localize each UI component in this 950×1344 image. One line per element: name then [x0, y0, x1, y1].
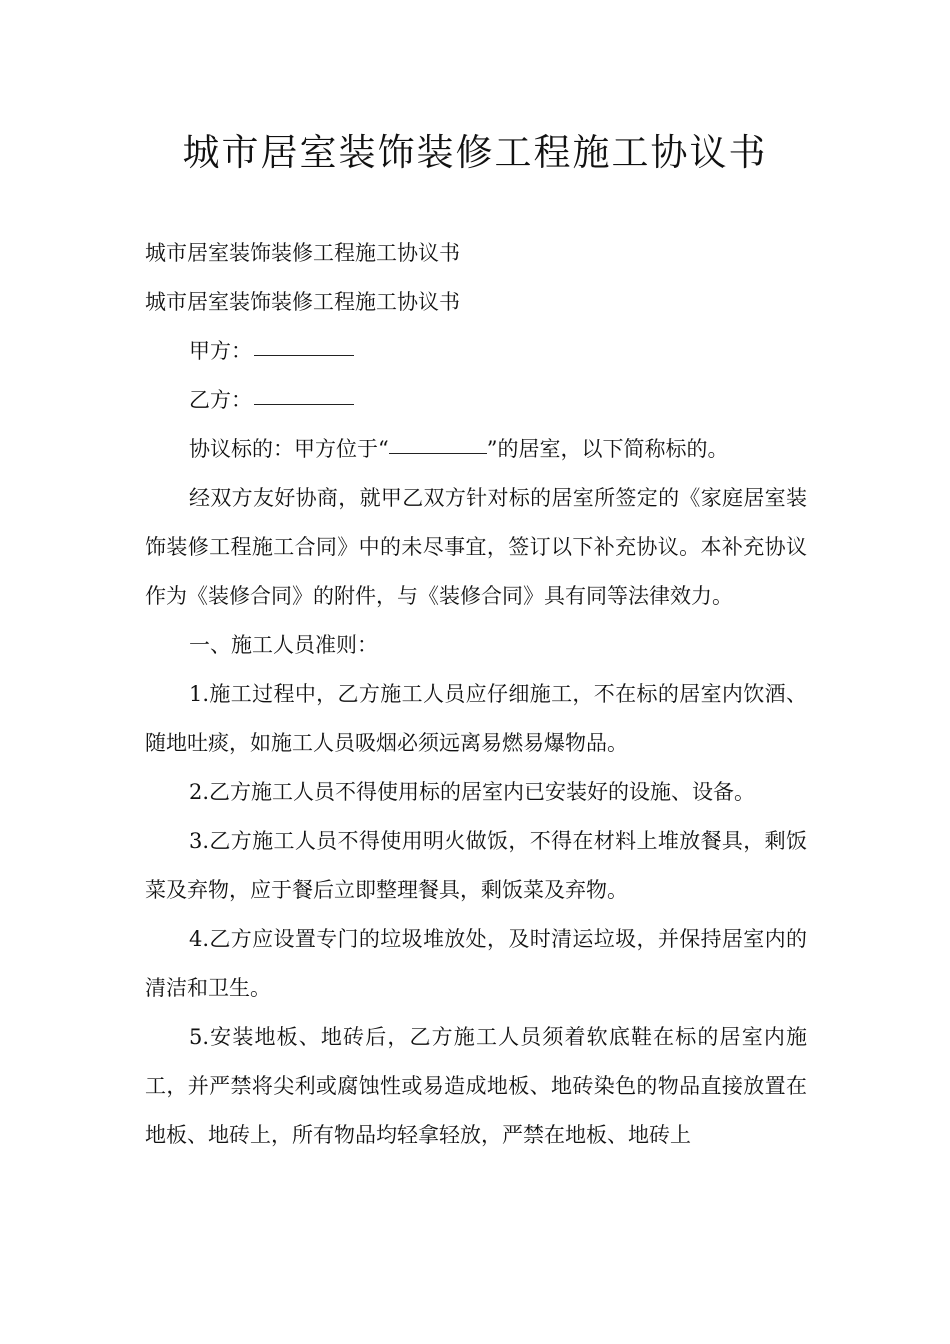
party-a-blank — [254, 354, 354, 356]
party-a-line — [145, 327, 807, 376]
rule-4: 4.乙方应设置专门的垃圾堆放处，及时清运垃圾，并保持居室内的清洁和卫生。 — [145, 927, 807, 1000]
party-b-label: 乙方： — [189, 388, 252, 412]
document-body — [145, 229, 807, 1160]
subtitle-line-2: 城市居室装饰装修工程施工协议书 — [145, 290, 460, 314]
rule-3: 3.乙方施工人员不得使用明火做饭，不得在材料上堆放餐具，剩饭菜及弃物，应于餐后立即整理餐具，剩饭菜及弃物。 — [145, 829, 807, 902]
party-a-label: 甲方： — [189, 339, 252, 363]
rule-1: 1.施工过程中，乙方施工人员应仔细施工，不在标的居室内饮酒、随地吐痰，如施工人员吸烟必须远离易燃易爆物品。 — [145, 682, 807, 755]
subject-prefix: 协议标的：甲方位于“ — [189, 437, 389, 461]
rule-2: 2.乙方施工人员不得使用标的居室内已安装好的设施、设备。 — [189, 780, 756, 804]
section-1-heading: 一、施工人员准则： — [189, 633, 378, 657]
subtitle-line-1: 城市居室装饰装修工程施工协议书 — [145, 241, 460, 265]
subject-blank — [389, 452, 487, 454]
rule-5: 5.安装地板、地砖后，乙方施工人员须着软底鞋在标的居室内施工，并严禁将尖利或腐蚀性或易造成地板、地砖染色的物品直接放置在地板、地砖上，所有物品均轻拿轻放，严禁在地板、地砖上 — [145, 1025, 807, 1147]
document-title: 城市居室装饰装修工程施工协议书 — [182, 131, 768, 174]
party-b-line — [145, 376, 807, 425]
party-b-blank — [254, 403, 354, 405]
subject-line — [145, 425, 807, 474]
intro-paragraph: 经双方友好协商，就甲乙双方针对标的居室所签定的《家庭居室装饰装修工程施工合同》中的未尽事宜，签订以下补充协议。本补充协议作为《装修合同》的附件，与《装修合同》具有同等法律效力。 — [145, 486, 807, 608]
subject-suffix: ”的居室，以下简称标的。 — [486, 437, 729, 461]
